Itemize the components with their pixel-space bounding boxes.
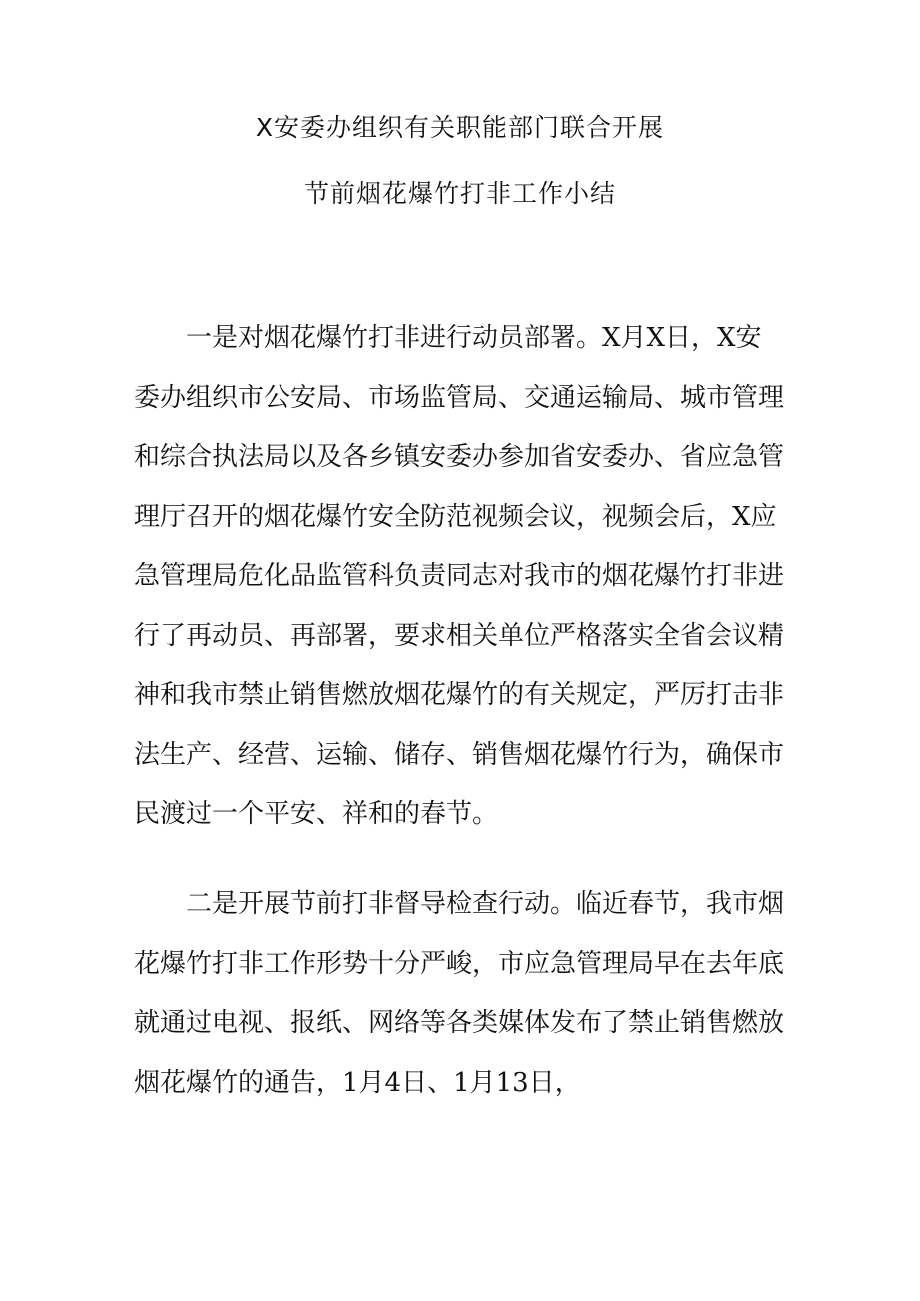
paragraph-line: 花爆竹打非工作形势十分严峻，市应急管理局早在去年底: [134, 948, 785, 979]
paragraph-line: 一是对烟花爆竹打非进行动员部署。X月X日，X安: [186, 323, 762, 353]
paragraph-line: 神和我市禁止销售燃放烟花爆竹的有关规定，严厉打击非: [134, 680, 785, 710]
document-title-line-2: 节前烟花爆竹打非工作小结: [303, 179, 616, 208]
paragraph-line: 行了再动员、再部署，要求相关单位严格落实全省会议精: [134, 620, 785, 651]
paragraph-line: 法生产、经营、运输、储存、销售烟花爆竹行为，确保市: [134, 739, 785, 770]
document-title-line-1: X安委办组织有关职能部门联合开展: [255, 113, 665, 142]
paragraph-line: 急管理局危化品监管科负责同志对我市的烟花爆竹打非进: [134, 561, 785, 591]
paragraph-line: 民渡过一个平安、祥和的春节。: [134, 799, 499, 829]
paragraph-line: 和综合执法局以及各乡镇安委办参加省安委办、省应急管: [134, 442, 785, 472]
paragraph-line: 就通过电视、报纸、网络等各类媒体发布了禁止销售燃放: [134, 1008, 785, 1038]
paragraph-line: 二是开展节前打非督导检查行动。临近春节，我市烟: [186, 889, 785, 919]
paragraph-2: [134, 875, 794, 1113]
paragraph-line: 烟花爆竹的通告，1月4日、1月13日，: [134, 1067, 581, 1098]
paragraph-line: 委办组织市公安局、市场监管局、交通运输局、城市管理: [134, 382, 785, 413]
paragraph-line: 理厅召开的烟花爆竹安全防范视频会议，视频会后，X应: [134, 501, 777, 532]
paragraph-1: [134, 309, 794, 845]
